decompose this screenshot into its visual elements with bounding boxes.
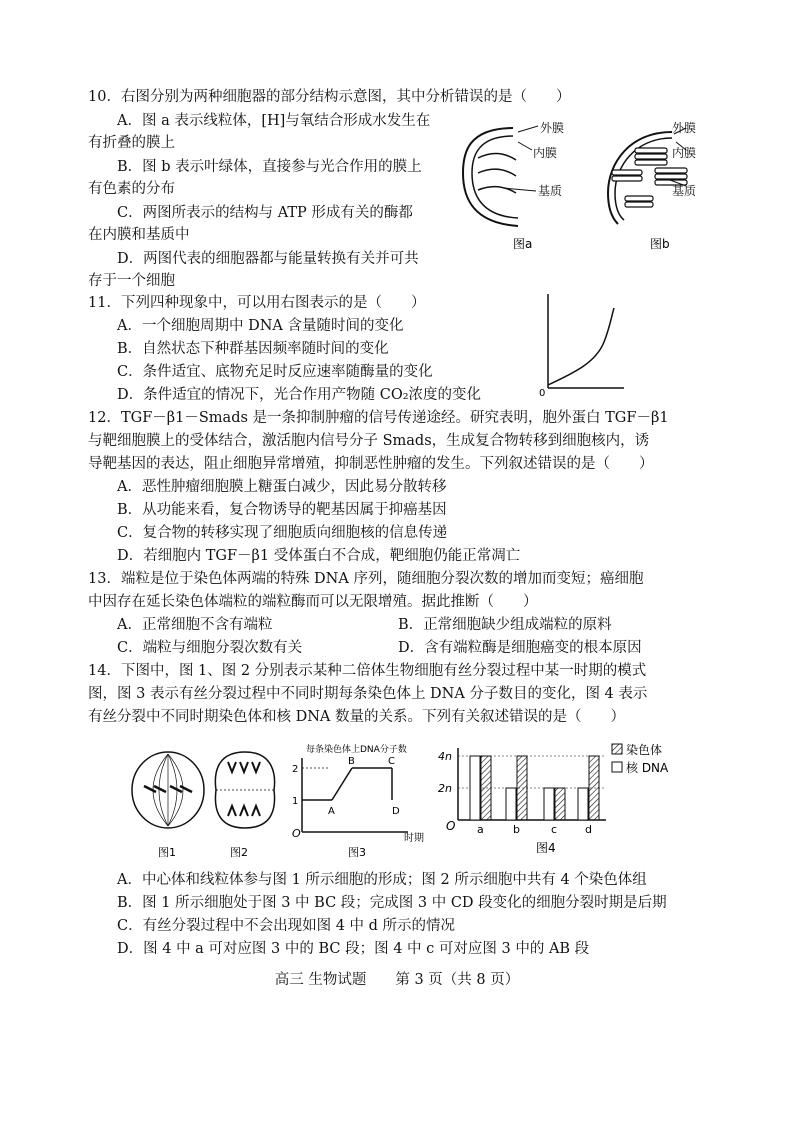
q13-line-2: 中因存在延长染色体端粒的端粒酶而可以无限增殖。据此推断（ ） xyxy=(88,594,538,610)
legend-chromosome-swatch xyxy=(612,744,622,754)
q13-option-b: B．正常细胞缺少组成端粒的原料 xyxy=(398,617,612,633)
figure-4-ytick: 4n xyxy=(438,750,452,763)
figure-a-matrix-label: 基质 xyxy=(538,184,563,198)
q10-option-c: C．两图所表示的结构与 ATP 形成有关的酶都 xyxy=(117,205,413,221)
q10-option-b: B．图 b 表示叶绿体，直接参与光合作用的膜上 xyxy=(117,159,422,175)
figure-3-origin: O xyxy=(292,827,301,840)
figure-3-point-C: C xyxy=(388,756,395,767)
q12-line-1: 12．TGF－β1－Smads 是一条抑制肿瘤的信号传递途经。研究表明，胞外蛋白 TGF－β1 xyxy=(88,410,669,426)
q12-line-2: 与靶细胞膜上的受体结合，激活胞内信号分子 Smads，生成复合物转移到细胞核内，诱 xyxy=(88,433,650,449)
legend-dna-swatch xyxy=(612,762,622,772)
q10-option-a: A．图 a 表示线粒体，[H]与氧结合形成水发生在 xyxy=(117,113,431,129)
figure-4-bar-chromosome-a xyxy=(481,756,491,820)
figure-4-bar-chromosome-d xyxy=(589,756,599,820)
q12-option-a: A．恶性肿瘤细胞膜上糖蛋白减少，因此易分散转移 xyxy=(117,479,447,495)
figure-4-bar-dna-c xyxy=(544,788,554,820)
q10-option-d-cont: 存于一个细胞 xyxy=(88,273,175,289)
figure-4-bar-chromosome-b xyxy=(517,756,527,820)
figure-b-matrix-label: 基质 xyxy=(672,184,697,198)
figure-4-category-b: b xyxy=(513,823,520,836)
figure-a-outer-label: 外膜 xyxy=(540,121,565,135)
q13-option-a: A．正常细胞不含有端粒 xyxy=(117,617,273,633)
figure-4-bar-dna-a xyxy=(470,756,480,820)
figure-3-segment xyxy=(332,768,352,800)
q11-option-a: A．一个细胞周期中 DNA 含量随时间的变化 xyxy=(117,318,404,334)
q14-line-1: 14．下图中，图 1、图 2 分别表示某种二倍体生物细胞有丝分裂过程中某一时期的模式 xyxy=(88,663,647,679)
figure-4-origin: O xyxy=(446,819,456,833)
figure-3-ytick: 2 xyxy=(292,764,299,775)
q11-stem: 11．下列四种现象中，可以用右图表示的是（ ） xyxy=(88,295,426,311)
q13-option-c: C．端粒与细胞分裂次数有关 xyxy=(117,640,303,656)
q10-stem: 10．右图分别为两种细胞器的部分结构示意图，其中分析错误的是（ ） xyxy=(88,89,571,105)
q14-option-a: A．中心体和线粒体参与图 1 所示细胞的形成；图 2 所示细胞中共有 4 个染色体组 xyxy=(117,872,647,888)
q10-option-a-cont: 有折叠的膜上 xyxy=(88,135,175,151)
figure-4-caption: 图4 xyxy=(536,841,556,855)
figure-3-caption: 图3 xyxy=(348,846,366,859)
q10-option-c-cont: 在内膜和基质中 xyxy=(88,227,190,243)
figure-3-ytick: 1 xyxy=(292,796,299,807)
figure-3-point-A: A xyxy=(328,806,335,817)
figure-4-bar-chart xyxy=(436,740,686,862)
figure-b-caption: 图b xyxy=(650,237,670,251)
figure-a-inner-label: 内膜 xyxy=(533,146,558,160)
figure-4-category-c: c xyxy=(551,823,558,836)
q11-origin: 0 xyxy=(539,388,546,399)
figure-a-caption: 图a xyxy=(513,237,533,251)
figure-1-caption: 图1 xyxy=(158,846,176,858)
figure-b-outer-label: 外膜 xyxy=(672,121,697,135)
figure-2-cell-anaphase xyxy=(210,746,280,858)
q11-option-b: B．自然状态下种群基因频率随时间的变化 xyxy=(117,341,389,357)
q10-option-b-cont: 有色素的分布 xyxy=(88,181,175,197)
q12-option-c: C．复合物的转移实现了细胞质向细胞核的信息传递 xyxy=(117,525,448,541)
q12-line-3: 导靶基因的表达，阻止细胞异常增殖，抑制恶性肿瘤的发生。下列叙述错误的是（ ） xyxy=(88,456,654,472)
q12-option-d: D．若细胞内 TGF－β1 受体蛋白不合成，靶细胞仍能正常凋亡 xyxy=(117,548,521,564)
q13-option-d: D．含有端粒酶是细胞癌变的根本原因 xyxy=(398,640,642,656)
q14-line-2: 图，图 3 表示有丝分裂过程中不同时期每条染色体上 DNA 分子数目的变化，图 4 表示 xyxy=(88,686,648,702)
legend-chromosome-label: 染色体 xyxy=(626,743,663,757)
figure-4-category-a: a xyxy=(477,823,484,836)
figure-3-point-B: B xyxy=(348,756,355,767)
q10-option-d: D．两图代表的细胞器都与能量转换有关并可共 xyxy=(117,251,419,267)
figure-b-inner-label: 内膜 xyxy=(672,146,697,160)
figure-4-bar-chromosome-c xyxy=(555,788,565,820)
q14-option-c: C．有丝分裂过程中不会出现如图 4 中 d 所示的情况 xyxy=(117,918,456,934)
q13-line-1: 13．端粒是位于染色体两端的特殊 DNA 序列，随细胞分裂次数的增加而变短；癌细胞 xyxy=(88,571,644,587)
page-footer: 高三 生物试题 第 3 页（共 8 页） xyxy=(274,972,520,988)
q11-option-d: D．条件适宜的情况下，光合作用产物随 CO₂浓度的变化 xyxy=(117,387,482,403)
figure-3-ylabel: 每条染色体上DNA分子数 xyxy=(306,745,407,755)
figure-3-line-chart xyxy=(290,738,430,860)
figure-4-bar-dna-d xyxy=(578,788,588,820)
q14-option-b: B．图 1 所示细胞处于图 3 中 BC 段；完成图 3 中 CD 段变化的细胞分裂时期是后期 xyxy=(117,895,667,911)
figure-1-cell-metaphase xyxy=(128,746,208,858)
figure-4-ytick: 2n xyxy=(438,782,452,795)
figure-4-category-d: d xyxy=(585,823,592,836)
legend-dna-label: 核 DNA xyxy=(626,761,669,775)
figure-3-point-D: D xyxy=(392,806,400,817)
q11-curve-graph xyxy=(536,292,626,400)
figure-2-caption: 图2 xyxy=(230,846,248,858)
q14-line-3: 有丝分裂中不同时期染色体和核 DNA 数量的关系。下列有关叙述错误的是（ ） xyxy=(88,709,625,725)
q11-option-c: C．条件适宜、底物充足时反应速率随酶量的变化 xyxy=(117,364,433,380)
figure-3-xlabel: 时期 xyxy=(404,833,424,844)
q12-option-b: B．从功能来看，复合物诱导的靶基因属于抑癌基因 xyxy=(117,502,447,518)
figure-4-bar-dna-b xyxy=(506,788,516,820)
q14-option-d: D．图 4 中 a 可对应图 3 中的 BC 段；图 4 中 c 可对应图 3 中的 AB 段 xyxy=(117,941,590,957)
